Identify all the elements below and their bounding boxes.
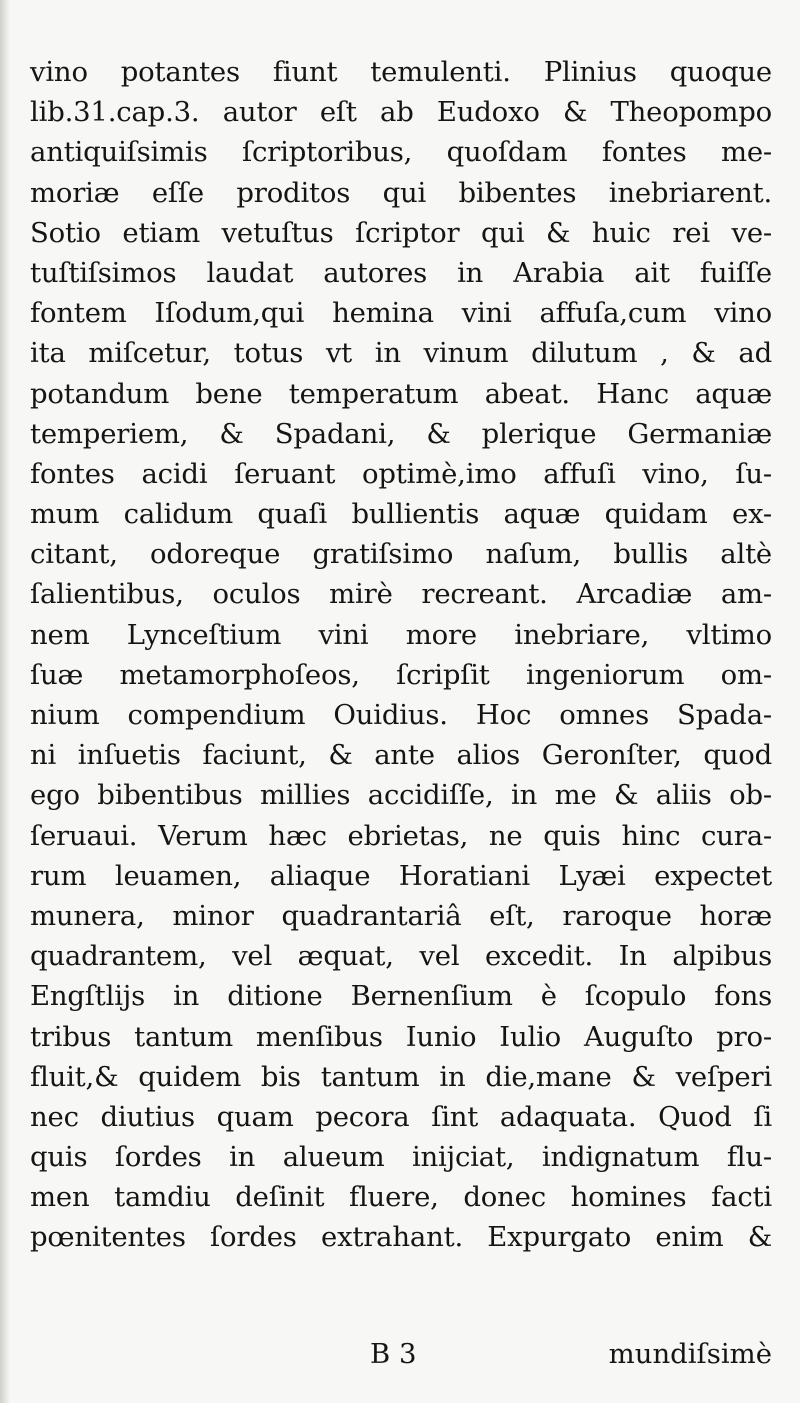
text-line: Sotio etiam vetuſtus ſcriptor qui & huic rei ve-	[30, 216, 772, 249]
body-text	[30, 52, 772, 1258]
text-line: ita miſcetur, totus vt in vinum dilutum , & ad	[30, 337, 772, 370]
text-line: men tamdiu deſinit fluere, donec homines facti	[30, 1181, 772, 1214]
text-line: moriæ eſſe proditos qui bibentes inebriarent.	[30, 176, 772, 209]
text-line: pœnitentes ſordes extrahant. Expurgato enim &	[30, 1221, 772, 1254]
text-line: ſeruaui. Verum hæc ebrietas, ne quis hinc cura-	[30, 819, 772, 852]
text-line: nec diutius quam pecora ſint adaquata. Quod ſi	[30, 1100, 772, 1133]
text-line: ſalientibus, oculos mirè recreant. Arcadiæ am-	[30, 578, 772, 611]
text-line: tuſtiſsimos laudat autores in Arabia ait fuiſſe	[30, 256, 772, 289]
text-line: nem Lynceſtium vini more inebriare, vltimo	[30, 618, 772, 651]
signature-mark: B 3	[370, 1338, 417, 1370]
text-line: lib.31.cap.3. autor eſt ab Eudoxo & Theopompo	[30, 96, 772, 129]
catchword: mundiſsimè	[608, 1338, 772, 1370]
text-line: quadrantem, vel æquat, vel excedit. In alpibus	[30, 940, 772, 973]
text-line: antiquiſsimis ſcriptoribus, quoſdam fontes me-	[30, 136, 772, 169]
text-line: rum leuamen, aliaque Horatiani Lyæi expectet	[30, 859, 772, 892]
text-line: quis ſordes in alueum inijciat, indignatum flu-	[30, 1141, 772, 1174]
text-line: ſuæ metamorphoſeos, ſcripſit ingeniorum om-	[30, 658, 772, 691]
text-line: mum calidum quaſi bullientis aquæ quidam ex-	[30, 498, 772, 531]
text-line: ego bibentibus millies accidiſſe, in me & aliis ob-	[30, 779, 772, 812]
text-line: citant, odoreque gratiſsimo naſum, bullis altè	[30, 538, 772, 571]
text-line: Engſtlijs in ditione Bernenſium è ſcopulo fons	[30, 980, 772, 1013]
text-line: vino potantes fiunt temulenti. Plinius quoque	[30, 56, 772, 88]
text-line: ni inſuetis faciunt, & ante alios Geronſter, quod	[30, 739, 772, 772]
page-footer	[30, 1332, 772, 1376]
text-line: potandum bene temperatum abeat. Hanc aquæ	[30, 377, 772, 410]
text-line: nium compendium Ouidius. Hoc omnes Spada-	[30, 699, 772, 731]
text-line: tribus tantum menſibus Iunio Iulio Auguſto pro-	[30, 1020, 772, 1053]
text-line: temperiem, & Spadani, & plerique Germaniæ	[30, 417, 772, 450]
text-line: fontes acidi ſeruant optimè,imo affuſi vino, ſu-	[30, 457, 772, 490]
text-line: munera, minor quadrantariâ eſt, raroque horæ	[30, 899, 772, 932]
text-line: fluit,& quidem bis tantum in die,mane & veſperi	[30, 1060, 772, 1093]
text-line: fontem Iſodum,qui hemina vini affuſa,cum vino	[30, 297, 772, 330]
